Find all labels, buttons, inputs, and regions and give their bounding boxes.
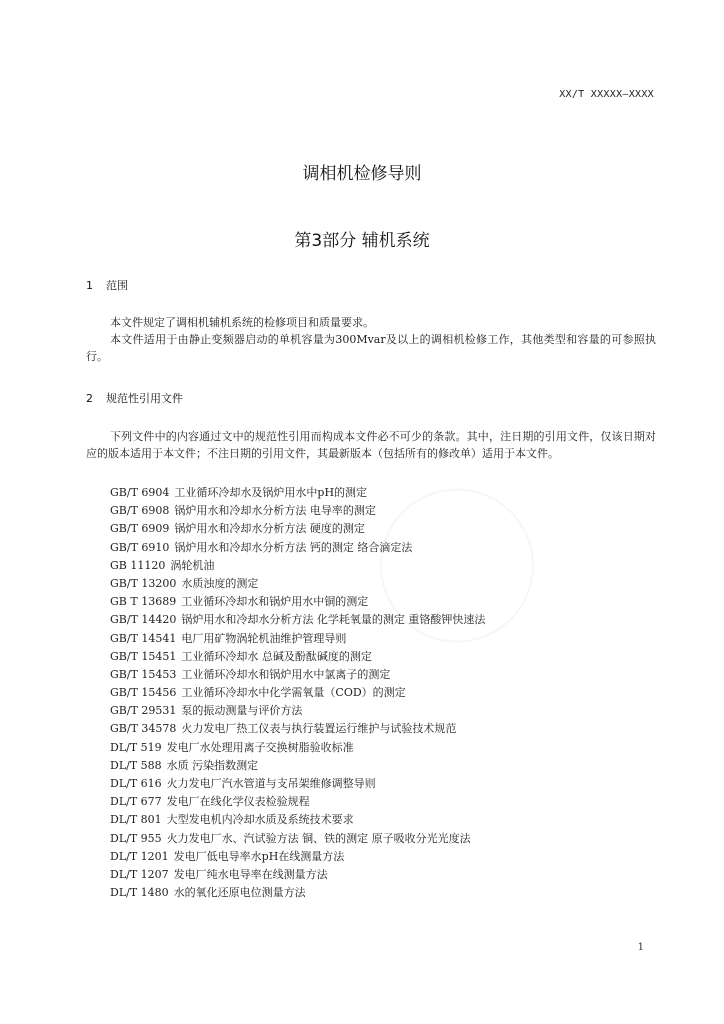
reference-code: DL/T 588 [110,758,162,772]
reference-code: GB/T 6904 [110,486,170,499]
section-title: 规范性引用文件 [106,392,183,405]
reference-title: 火力发电厂汽水管道与支吊架维修调整导则 [166,777,376,790]
reference-item [110,557,485,575]
reference-item [110,611,485,629]
document-code: XX/T XXXXX—XXXX [559,89,654,100]
reference-item [110,520,485,538]
reference-title: 水的氧化还原电位测量方法 [173,886,306,900]
reference-title: 发电厂水处理用离子交换树脂验收标准 [166,740,354,754]
reference-item [110,866,485,884]
reference-title: 发电厂在线化学仪表检验规程 [166,795,310,809]
section-title: 范围 [106,279,128,292]
reference-item [110,830,485,848]
reference-code: DL/T 1480 [110,886,169,900]
reference-code: GB/T 13200 [110,576,177,590]
reference-title: 锅炉用水和冷却水分析方法 电导率的测定 [174,504,376,518]
reference-code: DL/T 677 [110,795,162,809]
section-heading-scope [86,277,128,293]
reference-item [110,793,485,811]
reference-item [110,648,485,666]
reference-title: 发电厂纯水电导率在线测量方法 [173,867,328,881]
scope-paragraph-1: 本文件规定了调相机辅机系统的检修项目和质量要求。 [110,316,374,329]
reference-code: DL/T 1201 [110,849,169,863]
reference-title: 大型发电机内冷却水质及系统技术要求 [166,813,354,827]
reference-title: 火力发电厂水、汽试验方法 铜、铁的测定 原子吸收分光光度法 [166,831,471,845]
reference-item [110,775,485,793]
reference-title: 涡轮机油 [170,558,215,572]
reference-code: GB/T 14420 [110,613,177,627]
reference-title: 工业循环冷却水及锅炉用水中pH的测定 [174,486,368,499]
reference-code: GB 11120 [110,558,166,572]
reference-item [110,848,485,866]
reference-code: DL/T 1207 [110,867,169,881]
reference-item [110,739,485,757]
reference-code: GB/T 34578 [110,722,177,736]
reference-title: 锅炉用水和冷却水分析方法 硬度的测定 [174,522,365,536]
reference-title: 工业循环冷却水中化学需氧量（COD）的测定 [181,686,406,700]
reference-item [110,593,485,611]
page-number: 1 [637,942,644,953]
reference-item [110,684,485,702]
reference-item [110,630,485,648]
reference-code: DL/T 616 [110,777,162,790]
reference-item [110,484,485,502]
document-title: 调相机检修导则 [302,164,422,184]
reference-code: DL/T 955 [110,831,162,845]
reference-title: 工业循环冷却水 总碱及酚酞碱度的测定 [181,649,372,663]
reference-item [110,757,485,775]
reference-code: GB/T 15453 [110,667,177,681]
reference-list [110,484,485,902]
reference-code: GB T 13689 [110,595,177,609]
reference-title: 发电厂低电导率水pH在线测量方法 [173,849,345,863]
reference-item [110,502,485,520]
normative-intro-paragraph: 下列文件中的内容通过文中的规范性引用而构成本文件必不可少的条款。其中，注日期的引用文件，仅该日期对应的版本适用于本文件；不注日期的引用文件，其最新版本（包括所有的修改单）适用于本文件。 [86,430,656,460]
reference-code: GB/T 15451 [110,649,177,663]
reference-title: 工业循环冷却水和锅炉用水中氯离子的测定 [181,667,391,681]
reference-code: GB/T 15456 [110,686,177,700]
reference-item [110,702,485,720]
document-subtitle: 第3部分 辅机系统 [294,231,430,251]
reference-code: GB/T 6910 [110,540,170,554]
reference-title: 锅炉用水和冷却水分析方法 钙的测定 络合滴定法 [174,540,413,554]
reference-item [110,720,485,738]
reference-item [110,575,485,593]
reference-code: GB/T 29531 [110,704,177,718]
reference-title: 电厂用矿物涡轮机油维护管理导则 [181,631,347,645]
reference-title: 火力发电厂热工仪表与执行装置运行维护与试验技术规范 [181,722,457,736]
reference-code: GB/T 14541 [110,631,177,645]
reference-title: 工业循环冷却水和锅炉用水中铜的测定 [181,595,369,609]
reference-item [110,811,485,829]
reference-title: 水质浊度的测定 [181,576,259,590]
reference-code: GB/T 6909 [110,522,170,536]
reference-title: 泵的振动测量与评价方法 [181,704,303,718]
section-heading-normative [86,390,183,406]
section-number: 2 [86,392,93,405]
reference-item [110,884,485,902]
reference-code: DL/T 519 [110,740,162,754]
section-number: 1 [86,279,93,292]
reference-code: GB/T 6908 [110,504,170,518]
reference-item [110,539,485,557]
reference-title: 水质 污染指数测定 [166,758,259,772]
reference-title: 锅炉用水和冷却水分析方法 化学耗氧量的测定 重铬酸钾快速法 [181,613,486,627]
scope-paragraph-2: 本文件适用于由静止变频器启动的单机容量为300Mvar及以上的调相机检修工作，其他类型和容量的可参照执行。 [86,333,656,363]
reference-code: DL/T 801 [110,813,162,827]
reference-item [110,666,485,684]
